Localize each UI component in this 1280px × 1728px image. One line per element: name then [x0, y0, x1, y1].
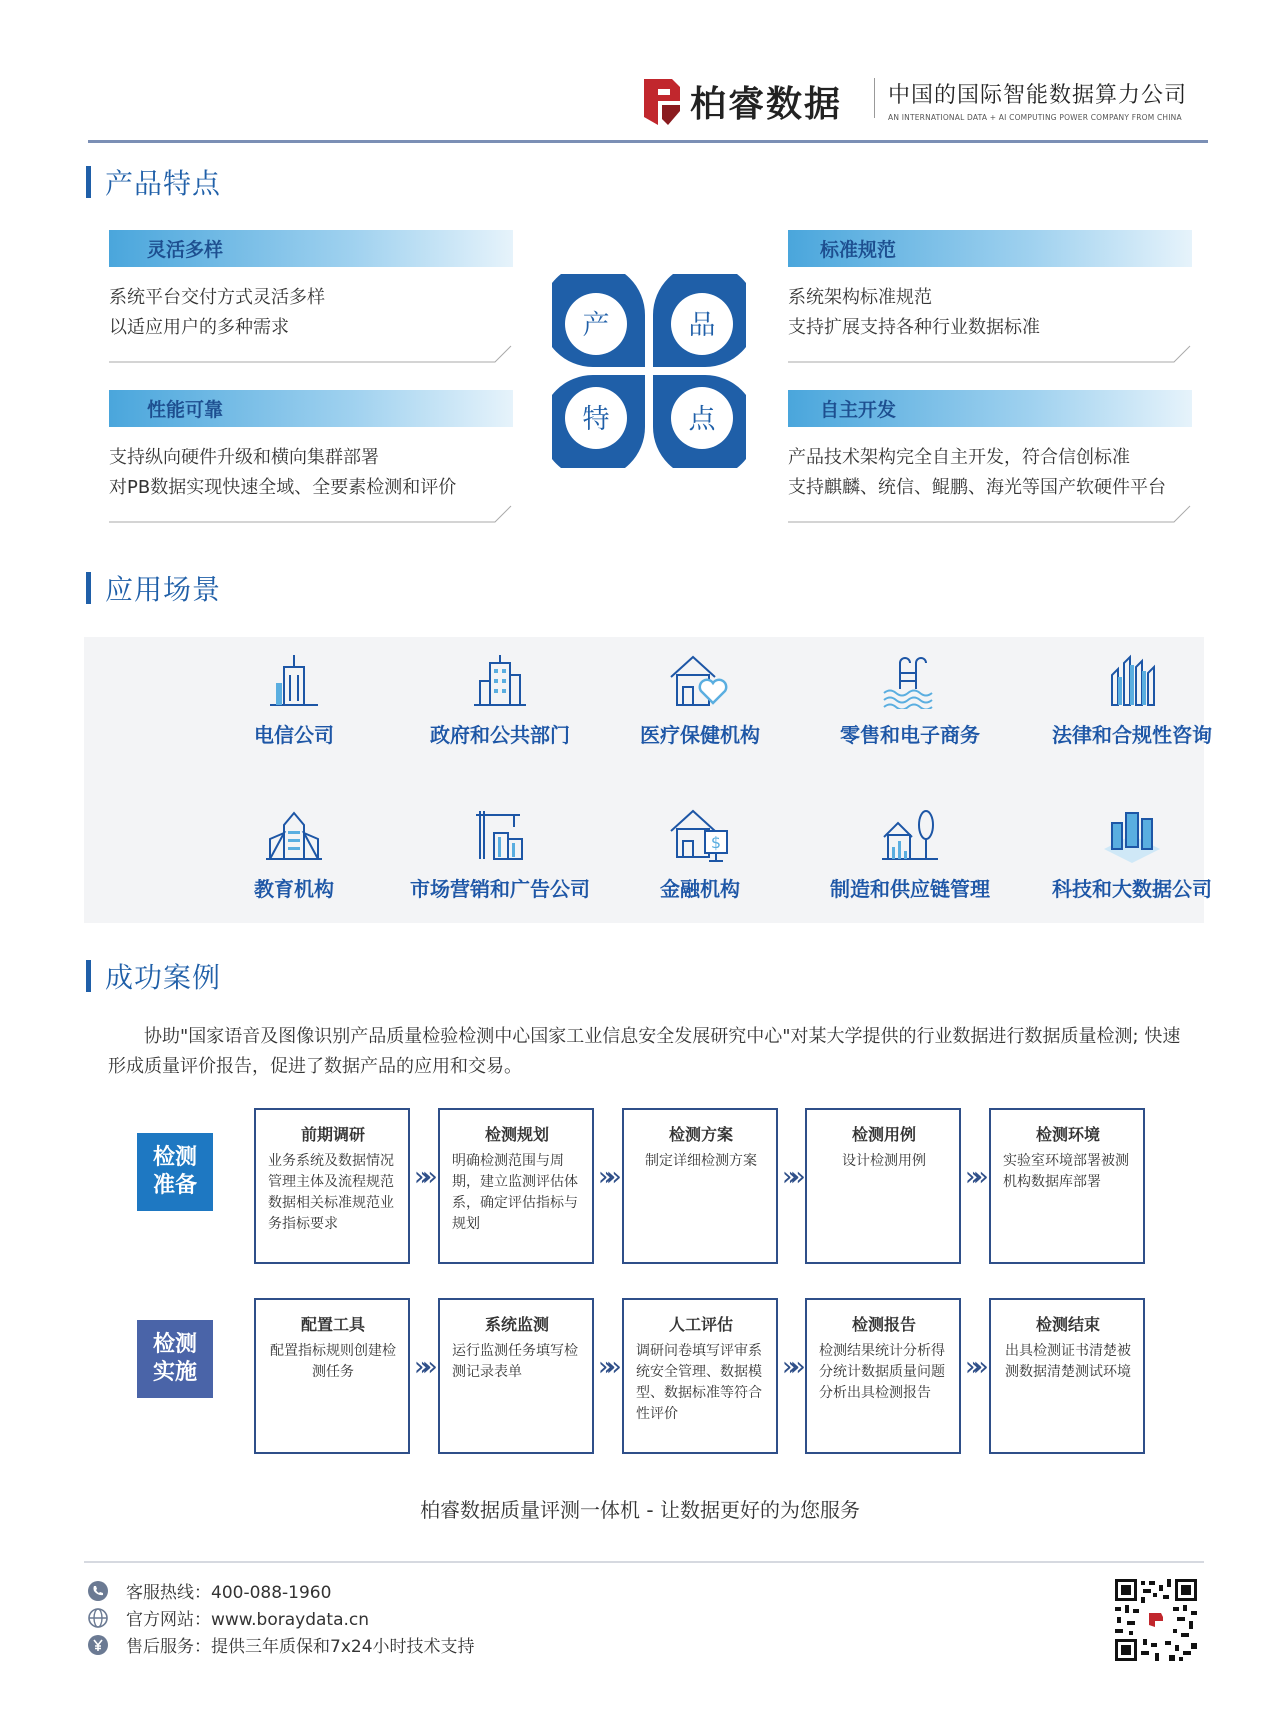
svg-text:$: $ — [710, 833, 722, 852]
brand-logo-mark-icon — [644, 79, 680, 125]
chevron-right-icon: »» — [965, 1352, 981, 1382]
header-rule — [88, 140, 1208, 143]
step-title: 检测报告 — [851, 1315, 916, 1334]
feature-flexible — [109, 230, 513, 343]
chevron-right-icon: »» — [782, 1162, 798, 1192]
section-title-scenes: 应用场景 — [86, 568, 221, 608]
feature-line: 对PB数据实现快速全域、全要素检测和评价 — [109, 477, 457, 498]
feature-independent — [788, 390, 1192, 503]
application-scenes-panel — [84, 637, 1212, 923]
scene-label: 电信公司 — [254, 723, 334, 747]
education-building-icon — [264, 807, 324, 863]
retail-pool-icon — [880, 653, 940, 709]
telecom-building-icon — [264, 653, 324, 709]
scene-label: 市场营销和广告公司 — [410, 877, 590, 901]
feature-line: 系统架构标准规范 — [788, 287, 932, 308]
feature-line: 产品技术架构完全自主开发，符合信创标准 — [788, 447, 1130, 468]
feature-title: 自主开发 — [820, 399, 897, 421]
step-environment — [989, 1108, 1145, 1264]
chevron-right-icon: »» — [598, 1162, 614, 1192]
step-research — [254, 1108, 410, 1264]
finance-house-dollar-icon — [667, 807, 733, 863]
feature-underline — [788, 344, 1192, 364]
chevron-right-icon: »» — [598, 1352, 614, 1382]
step-title: 检测用例 — [851, 1125, 916, 1144]
page-header — [88, 70, 1208, 140]
row-label-implementation: 检测 实施 — [137, 1320, 213, 1398]
qr-code-icon — [1113, 1577, 1199, 1663]
scene-label: 制造和供应链管理 — [830, 877, 990, 901]
scene-label: 法律和合规性咨询 — [1052, 723, 1212, 747]
brand-logo — [644, 76, 842, 127]
feature-line: 支持纵向硬件升级和横向集群部署 — [109, 447, 379, 468]
scene-tech — [1022, 807, 1242, 902]
step-desc: 设计检测用例 — [842, 1153, 926, 1169]
company-tagline — [888, 78, 1208, 122]
step-title: 检测规划 — [484, 1125, 549, 1144]
clover-char: 品 — [688, 310, 716, 341]
scene-label: 科技和大数据公司 — [1052, 877, 1212, 901]
step-monitoring — [438, 1298, 594, 1454]
scene-label: 医疗保健机构 — [640, 723, 760, 747]
step-config-tools — [254, 1298, 410, 1454]
chevron-right-icon: »» — [414, 1352, 430, 1382]
clover-char: 产 — [582, 310, 610, 341]
step-title: 前期调研 — [300, 1125, 365, 1144]
tagline-english: AN INTERNATIONAL DATA + AI COMPUTING POWER COMPANY FROM CHINA — [888, 113, 1182, 122]
step-desc: 运行监测任务填写检测记录表单 — [452, 1343, 578, 1380]
step-desc: 实验室环境部署被测机构数据库部署 — [1003, 1153, 1129, 1190]
step-desc: 制定详细检测方案 — [645, 1153, 757, 1169]
marketing-crane-icon — [470, 807, 530, 863]
case-intro: 协助"国家语音及图像识别产品质量检验检测中心国家工业信息安全发展研究中心"对某大学提供的行业数据进行数据质量检测; 快速形成质量评价报告，促进了数据产品的应用和交易。 — [108, 1026, 1181, 1077]
contact-hotline: 客服热线：400-088-1960 — [88, 1578, 331, 1603]
scene-label: 零售和电子商务 — [840, 723, 980, 747]
scene-label: 政府和公共部门 — [430, 723, 570, 747]
clover-char: 特 — [582, 404, 610, 435]
step-plan — [622, 1108, 778, 1264]
tech-city-icon — [1102, 807, 1162, 863]
scene-finance — [590, 807, 810, 902]
step-title: 配置工具 — [300, 1315, 365, 1334]
scene-label: 教育机构 — [254, 877, 334, 901]
step-title: 系统监测 — [484, 1315, 549, 1334]
feature-standard — [788, 230, 1192, 343]
legal-towers-icon — [1102, 653, 1162, 709]
section-title-cases: 成功案例 — [86, 956, 221, 996]
healthcare-house-heart-icon — [667, 653, 733, 709]
feature-underline — [788, 504, 1192, 524]
feature-title: 性能可靠 — [147, 399, 224, 421]
step-desc: 明确检测范围与周期，建立监测评估体系，确定评估指标与规划 — [452, 1153, 578, 1232]
step-desc: 调研问卷填写评审系统安全管理、数据模型、数据标准等符合性评价 — [636, 1343, 762, 1422]
chevron-right-icon: »» — [965, 1162, 981, 1192]
globe-icon — [88, 1608, 108, 1628]
feature-line: 支持麒麟、统信、鲲鹏、海光等国产软硬件平台 — [788, 477, 1166, 498]
feature-title: 标准规范 — [820, 239, 897, 261]
feature-title: 灵活多样 — [147, 239, 224, 261]
feature-line: 支持扩展支持各种行业数据标准 — [788, 317, 1040, 338]
footer-rule — [84, 1561, 1204, 1563]
feature-underline — [109, 504, 513, 524]
brand-name: 柏睿数据 — [690, 84, 843, 125]
scene-marketing — [390, 807, 610, 902]
step-title: 检测环境 — [1035, 1125, 1100, 1144]
scene-legal — [1022, 653, 1242, 748]
manufacturing-tree-icon — [880, 807, 940, 863]
row-label-preparation: 检测 准备 — [137, 1133, 213, 1211]
scene-retail — [800, 653, 1020, 748]
section-title-features: 产品特点 — [86, 162, 221, 202]
scene-manufacturing — [800, 807, 1020, 902]
feature-line: 以适应用户的多种需求 — [109, 317, 289, 338]
step-desc: 配置指标规则创建检测任务 — [270, 1343, 396, 1380]
step-desc: 检测结果统计分析得分统计数据质量问题分析出具检测报告 — [819, 1343, 945, 1401]
step-cases — [805, 1108, 961, 1264]
scene-telecom — [184, 653, 404, 748]
step-title: 检测结束 — [1035, 1315, 1100, 1334]
step-title: 人工评估 — [668, 1315, 733, 1334]
feature-line: 系统平台交付方式灵活多样 — [109, 287, 325, 308]
phone-icon — [88, 1581, 108, 1601]
scene-education — [184, 807, 404, 902]
slogan: 柏睿数据质量评测一体机 - 让数据更好的为您服务 — [420, 1498, 860, 1522]
step-desc: 业务系统及数据情况管理主体及流程规范数据相关标准规范业务指标要求 — [268, 1153, 394, 1232]
yuan-icon — [88, 1635, 108, 1655]
scene-government — [390, 653, 610, 748]
step-planning — [438, 1108, 594, 1264]
product-features-clover — [552, 274, 746, 468]
contact-service: 售后服务：提供三年质保和7x24小时技术支持 — [88, 1632, 475, 1657]
contact-website[interactable]: 官方网站：www.boraydata.cn — [88, 1605, 369, 1630]
step-report — [805, 1298, 961, 1454]
chevron-right-icon: »» — [782, 1352, 798, 1382]
scene-healthcare — [590, 653, 810, 748]
header-divider — [874, 78, 875, 118]
step-finish — [989, 1298, 1145, 1454]
clover-char: 点 — [688, 404, 716, 435]
tagline-chinese: 中国的国际智能数据算力公司 — [888, 83, 1188, 108]
scene-label: 金融机构 — [660, 877, 740, 901]
step-manual-eval — [622, 1298, 778, 1454]
government-building-icon — [470, 653, 530, 709]
feature-underline — [109, 344, 513, 364]
step-desc: 出具检测证书清楚被测数据清楚测试环境 — [1005, 1343, 1131, 1380]
chevron-right-icon: »» — [414, 1162, 430, 1192]
feature-reliable — [109, 390, 513, 503]
step-title: 检测方案 — [668, 1125, 733, 1144]
